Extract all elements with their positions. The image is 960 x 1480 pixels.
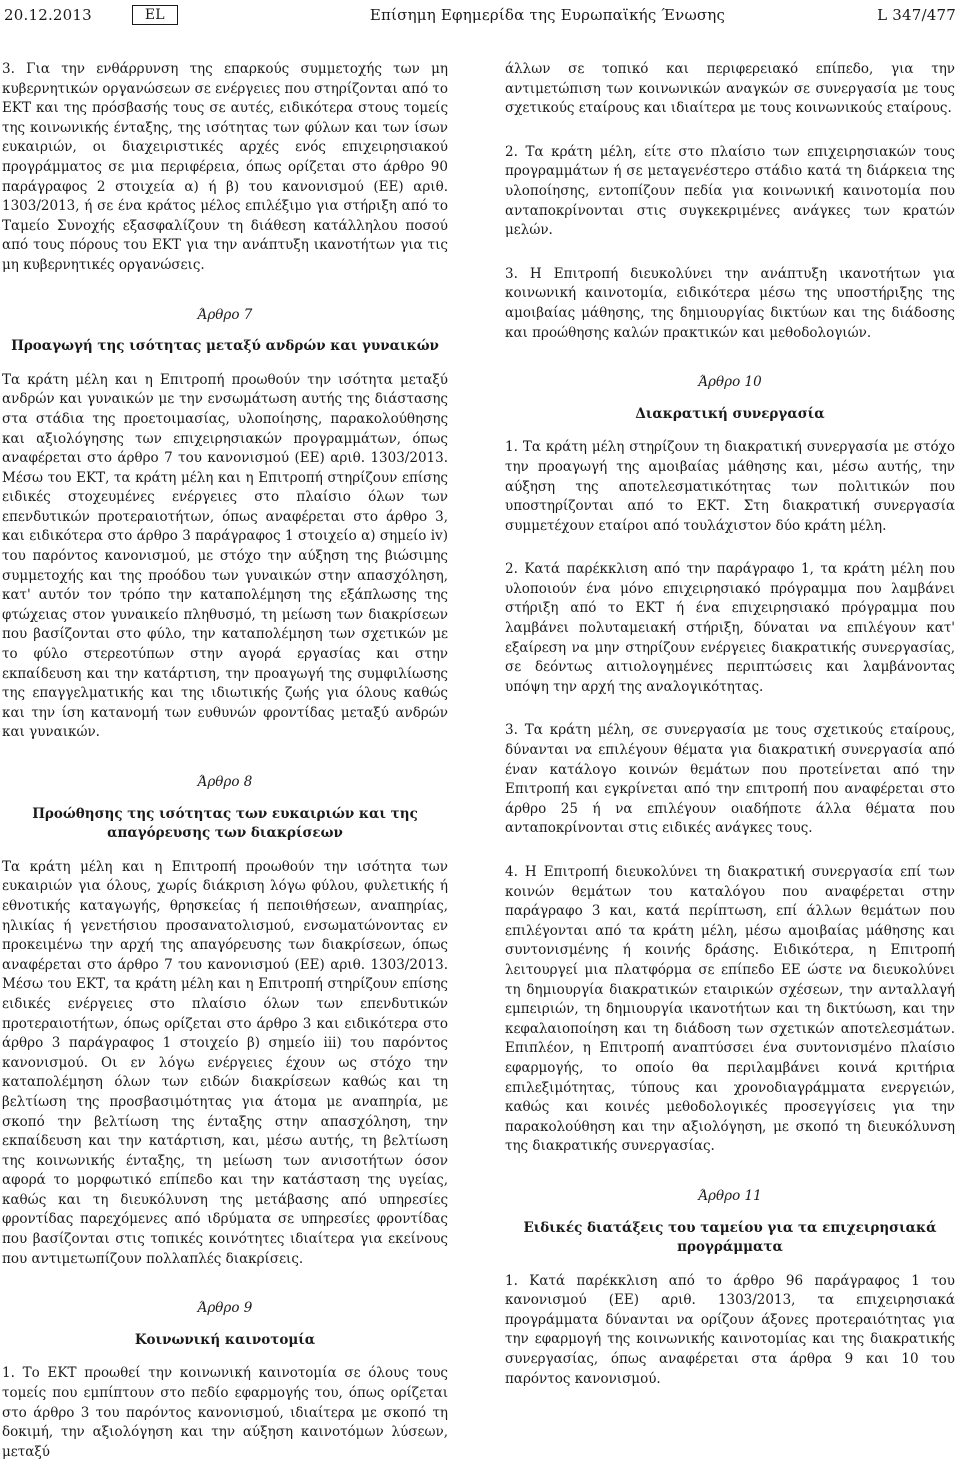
paragraph: 2. Κατά παρέκκλιση από την παράγραφο 1, τα κράτη μέλη που υλοποιούν ένα μόνο επιχειρησιακό πρόγραμμα που λαμβάνει στήριξη από το ΕΚΤ ή ένα επιχειρησιακό πρόγραμμα που λαμβάνει πολυταμειακή στήριξη, δύναται να επιλέγουν κατ' εξαίρεση να μην στηρίζουν ενέργειες διακρατικής συνεργασίας, σε δεόντως αιτιολογημένες περιπτώσεις και λαμβάνοντας υπόψη την αρχή της αναλογικότητας. (505, 561, 955, 695)
paragraph: 3. Για την ενθάρρυνση της επαρκούς συμμετοχής των μη κυβερνητικών οργανώσεων σε ενέργειες που στηρίζονται από το ΕΚΤ και της πρόσβασής τους σε αυτές, ειδικότερα στους τομείς της κοινωνικής ένταξης, της ισότητας των φύλων και των ίσων ευκαιριών, οι διαχειριστικές αρχές ενός επιχειρησιακού προγράμματος σε μια περιφέρεια, όπως ορίζεται στο άρθρο 90 παράγραφος 2 στοιχεία α) ή β) του κανονισμού (ΕΕ) αριθ. 1303/2013, ή σε ένα κράτος μέλος επιλέξιμο για στήριξη από το Ταμείο Συνοχής εξασφαλίζουν τη διάθεση κατάλληλου ποσού από τους πόρους του ΕΚΤ για την ανάπτυξη ικανοτήτων για τις μη κυβερνητικές οργανώσεις. (2, 61, 448, 273)
left-column (2, 60, 448, 1480)
article-title: Κοινωνική καινοτομία (134, 1331, 316, 1348)
paragraph: 1. Κατά παρέκκλιση από το άρθρο 96 παράγραφος 1 του κανονισμού (ΕΕ) αριθ. 1303/2013, τα επιχειρησιακά προγράμματα δύνανται να ορίζουν άξονες προτεραιότητας για την εφαρμογή της κοινωνικής καινοτομίας και της διακρατικής συνεργασίας, όπως αναφέρεται στα άρθρα 9 και 10 του παρόντος κανονισμού. (505, 1272, 955, 1387)
publication-date: 20.12.2013 (4, 6, 92, 24)
paragraph: 1. Τα κράτη μέλη στηρίζουν τη διακρατική συνεργασία με στόχο την προαγωγή της αμοιβαίας μάθησης και, μέσω αυτής, την αύξηση της αποτελεσματικότητας των πολιτικών που υποστηρίζονται από το ΕΚΤ. Στη διακρατική συνεργασία συμμετέχουν εταίροι από τουλάχιστον δύο κράτη μέλη. (505, 439, 955, 534)
article-number: Άρθρο 7 (197, 306, 253, 323)
article-title: Διακρατική συνεργασία (635, 405, 825, 422)
paragraph: 3. Η Επιτροπή διευκολύνει την ανάπτυξη ικανοτήτων για κοινωνική καινοτομία, ειδικότερα μέσω της υποστήριξης της αμοιβαίας μάθησης, της δημιουργίας δικτύων και της διάδοσης και προώθησης καλών πρακτικών και μεθοδολογιών. (505, 265, 955, 341)
paragraph: Τα κράτη μέλη και η Επιτροπή προωθούν την ισότητα των ευκαιριών για όλους, χωρίς διάκριση λόγω φύλου, φυλετικής ή εθνοτικής καταγωγής, θρησκείας ή πεποιθήσεων, αναπηρίας, ηλικίας ή γενετήσιου προσανατολισμού, ενσωματώνοντας εν προκειμένω την αρχή της απαγόρευσης των διακρίσεων, όπως αναφέρεται στο άρθρο 7 του κανονισμού (ΕΕ) αριθ. 1303/2013. Μέσω του ΕΚΤ, τα κράτη μέλη και η Επιτροπή στηρίζουν επίσης ειδικές ενέργειες στο πλαίσιο όλων των επενδυτικών προτεραιοτήτων, όπως ορίζεται στο άρθρο 3 και ειδικότερα στο άρθρο 3 παράγραφος 1 στοιχείο β) σημείο iii) του παρόντος κανονισμού. Οι εν λόγω ενέργειες έχουν ως στόχο την καταπολέμηση όλων των ειδών διακρίσεων καθώς και τη βελτίωση της προσβασιμότητας για άτομα με αναπηρία, με σκοπό την βελτίωση της ένταξης στην απασχόληση, την εκπαίδευση και την κατάρτιση, και, μέσω αυτής, τη βελτίωση της κοινωνικής ένταξης, τη μείωση των ανισοτήτων όσον αφορά το μορφωτικό επίπεδο και την κατάσταση της υγείας, καθώς και τη διευκόλυνση της μετάβασης από υπηρεσίες φροντίδας παρεχόμενες από ιδρύματα σε υπηρεσίες φροντίδας που βασίζονται στις τοπικές κοινότητες ιδιαίτερα για εκείνους που αντιμετωπίζουν πολλαπλές διακρίσεις. (2, 858, 448, 1267)
journal-title: Επίσημη Εφημερίδα της Ευρωπαϊκής Ένωσης (369, 6, 726, 24)
page-reference: L 347/477 (877, 6, 956, 24)
article-number: Άρθρο 9 (197, 1300, 253, 1317)
paragraph: Τα κράτη μέλη και η Επιτροπή προωθούν την ισότητα μεταξύ ανδρών και γυναικών με την ενσωμάτωση αυτής της διάστασης στα στάδια της προετοιμασίας, υλοποίησης, παρακολούθησης και αξιολόγησης των επιχειρησιακών προγραμμάτων, όπως αναφέρεται στο άρθρο 7 του κανονισμού (ΕΕ) αριθ. 1303/2013. Μέσω του ΕΚΤ, τα κράτη μέλη και η Επιτροπή στηρίζουν επίσης ειδικές στοχευμένες ενέργειες στο πλαίσιο όλων των επενδυτικών προτεραιοτήτων, όπως αναφέρεται στο άρθρο 3, και ειδικότερα στο άρθρο 3 παράγραφος 1 στοιχείο α) σημείο iv) του παρόντος κανονισμού, με στόχο την αύξηση της βιώσιμης συμμετοχής και της προόδου των γυναικών στην απασχόληση, κατ' αυτόν τον τρόπο την καταπολέμηση της εξάπλωσης της φτώχειας στον γυναικείο πληθυσμό, τη μείωση των διακρίσεων που βασίζονται στο φύλο, την καταπολέμηση των σχετικών με το φύλο στερεοτύπων στην αγορά εργασίας και στην εκπαίδευση και την κατάρτιση, την προαγωγή της συμφιλίωσης της επαγγελματικής και της ιδιωτικής ζωής για όλους καθώς και την ίση κατανομή των ευθυνών φροντίδας μεταξύ ανδρών και γυναικών. (2, 371, 448, 741)
article-title: Ειδικές διατάξεις του ταμείου για τα επιχειρησιακά προγράμματα (523, 1219, 937, 1256)
right-column (505, 60, 955, 1407)
article-number: Άρθρο 8 (197, 774, 253, 790)
paragraph: 3. Τα κράτη μέλη, σε συνεργασία με τους σχετικούς εταίρους, δύνανται να επιλέγουν θέματα για διακρατική συνεργασία από έναν κατάλογο κοινών θεμάτων που προτείνεται από την Επιτροπή και εγκρίνεται από την επιτροπή που αναφέρεται στο άρθρο 25 ή να επιλέγουν οιαδήποτε άλλα θέματα που ανταποκρίνονται στις ειδικές ανάγκες τους. (505, 722, 955, 837)
paragraph: άλλων σε τοπικό και περιφερειακό επίπεδο, για την αντιμετώπιση των κοινωνικών αναγκών σε συνεργασία με τους σχετικούς εταίρους και ιδιαίτερα με τους κοινωνικούς εταίρους. (505, 61, 955, 117)
paragraph: 2. Τα κράτη μέλη, είτε στο πλαίσιο των επιχειρησιακών τους προγραμμάτων ή σε μεταγενέστερο στάδιο κατά τη διάρκεια της υλοποίησης, εντοπίζουν πεδία για κοινωνική καινοτομία που ανταποκρίνονται στις συγκεκριμένες ανάγκες των κρατών μελών. (505, 143, 955, 239)
page-header (0, 0, 960, 30)
language-badge: EL (132, 5, 178, 25)
article-title: Προώθησης της ισότητας των ευκαιριών και της απαγόρευσης των διακρίσεων (32, 805, 418, 842)
paragraph: 4. Η Επιτροπή διευκολύνει τη διακρατική συνεργασία επί των κοινών θεμάτων του καταλόγου που αναφέρεται στην παράγραφο 3 και, κατά περίπτωση, επί άλλων θεμάτων που επιλέγονται από τα κράτη μέλη, μέσω αμοιβαίας μάθησης και συντονισμένης ή κοινής δράσης. Ειδικότερα, η Επιτροπή λειτουργεί μια πλατφόρμα σε επίπεδο ΕΕ ώστε να διευκολύνει τη δημιουργία διακρατικών εταιρικών σχέσεων, την ανταλλαγή εμπειριών, τη δημιουργία ικανοτήτων και τη δικτύωση, και την κεφαλαιοποίηση και τη διάδοση των σχετικών αποτελεσμάτων. Επιπλέον, η Επιτροπή αναπτύσσει ένα συντονισμένο πλαίσιο εφαρμογής, το οποίο θα περιλαμβάνει κοινά κριτήρια επιλεξιμότητας, τύπους και χρονοδιαγράμματα ενεργειών, καθώς και κοινές μεθοδολογικές προσεγγίσεις για την παρακολούθηση και την αξιολόγηση, με σκοπό τη διευκόλυνση της διακρατικής συνεργασίας. (505, 864, 955, 1155)
article-number: Άρθρο 11 (698, 1187, 762, 1204)
article-number: Άρθρο 10 (698, 374, 762, 391)
article-title: Προαγωγή της ισότητας μεταξύ ανδρών και γυναικών (11, 338, 439, 355)
paragraph: 1. Το ΕΚΤ προωθεί την κοινωνική καινοτομία σε όλους τους τομείς που εμπίπτουν στο πεδίο εφαρμογής του, όπως ορίζεται στο άρθρο 3 του παρόντος κανονισμού, ιδιαίτερα με σκοπό τη δοκιμή, την αξιολόγηση και την αύξηση καινοτόμων λύσεων, μεταξύ (2, 1365, 448, 1460)
